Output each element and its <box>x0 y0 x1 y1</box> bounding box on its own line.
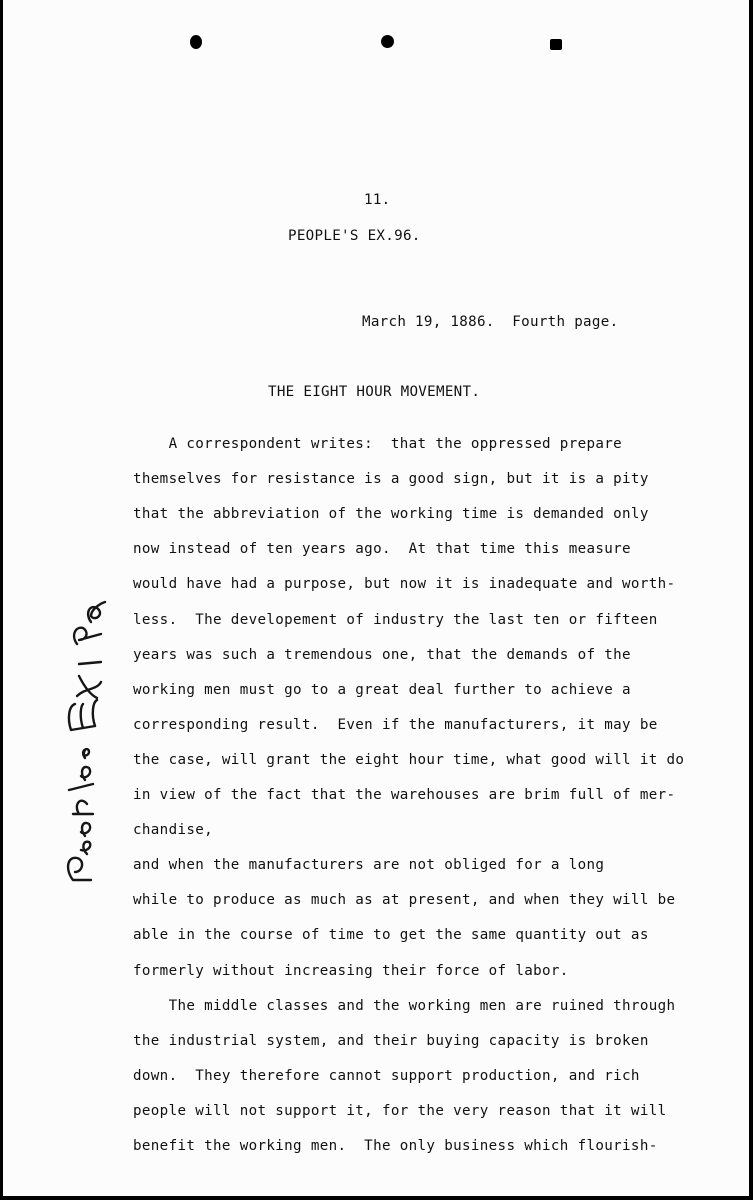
page-number: 11. <box>364 192 391 208</box>
body-line: people will not support it, for the very reason that it will <box>133 1102 667 1119</box>
body-line: formerly without increasing their force of labor. <box>133 962 569 979</box>
document-page <box>3 0 749 1196</box>
body-line: chandise, <box>133 822 214 839</box>
body-line: benefit the working men. The only business which flourish- <box>133 1138 658 1154</box>
body-line: the industrial system, and their buying capacity is broken <box>133 1032 649 1049</box>
body-line: corresponding result. Even if the manufacturers, it may be <box>133 716 658 733</box>
body-line: able in the course of time to get the same quantity out as <box>133 927 649 944</box>
body-line: down. They therefore cannot support production, and rich <box>133 1067 640 1084</box>
body-line: A correspondent writes: that the oppressed prepare <box>133 436 623 452</box>
exhibit-label: PEOPLE'S EX.96. <box>288 228 421 244</box>
handwritten-margin-note <box>21 600 141 900</box>
body-line: working men must go to a great deal further to achieve a <box>133 681 631 698</box>
article-title: THE EIGHT HOUR MOVEMENT. <box>268 384 481 400</box>
dateline: March 19, 1886. Fourth page. <box>362 314 619 330</box>
body-line: now instead of ten years ago. At that time this measure <box>133 541 631 558</box>
punch-hole-left <box>190 35 202 49</box>
body-line: The middle classes and the working men are ruined through <box>133 997 676 1014</box>
body-line: in view of the fact that the warehouses are brim full of mer- <box>133 787 676 803</box>
body-line: and when the manufacturers are not obliged for a long <box>133 857 605 874</box>
body-line: while to produce as much as at present, and when they will be <box>133 892 676 909</box>
punch-hole-right <box>550 39 562 50</box>
body-line: years was such a tremendous one, that the demands of the <box>133 646 631 663</box>
body-line: that the abbreviation of the working time is demanded only <box>133 506 649 523</box>
punch-hole-center <box>381 35 394 48</box>
body-line: less. The developement of industry the last ten or fifteen <box>133 611 658 628</box>
body-line: themselves for resistance is a good sign, but it is a pity <box>133 471 649 488</box>
body-line: would have had a purpose, but now it is inadequate and worth- <box>133 576 676 593</box>
body-line: the case, will grant the eight hour time, what good will it do <box>133 751 685 768</box>
